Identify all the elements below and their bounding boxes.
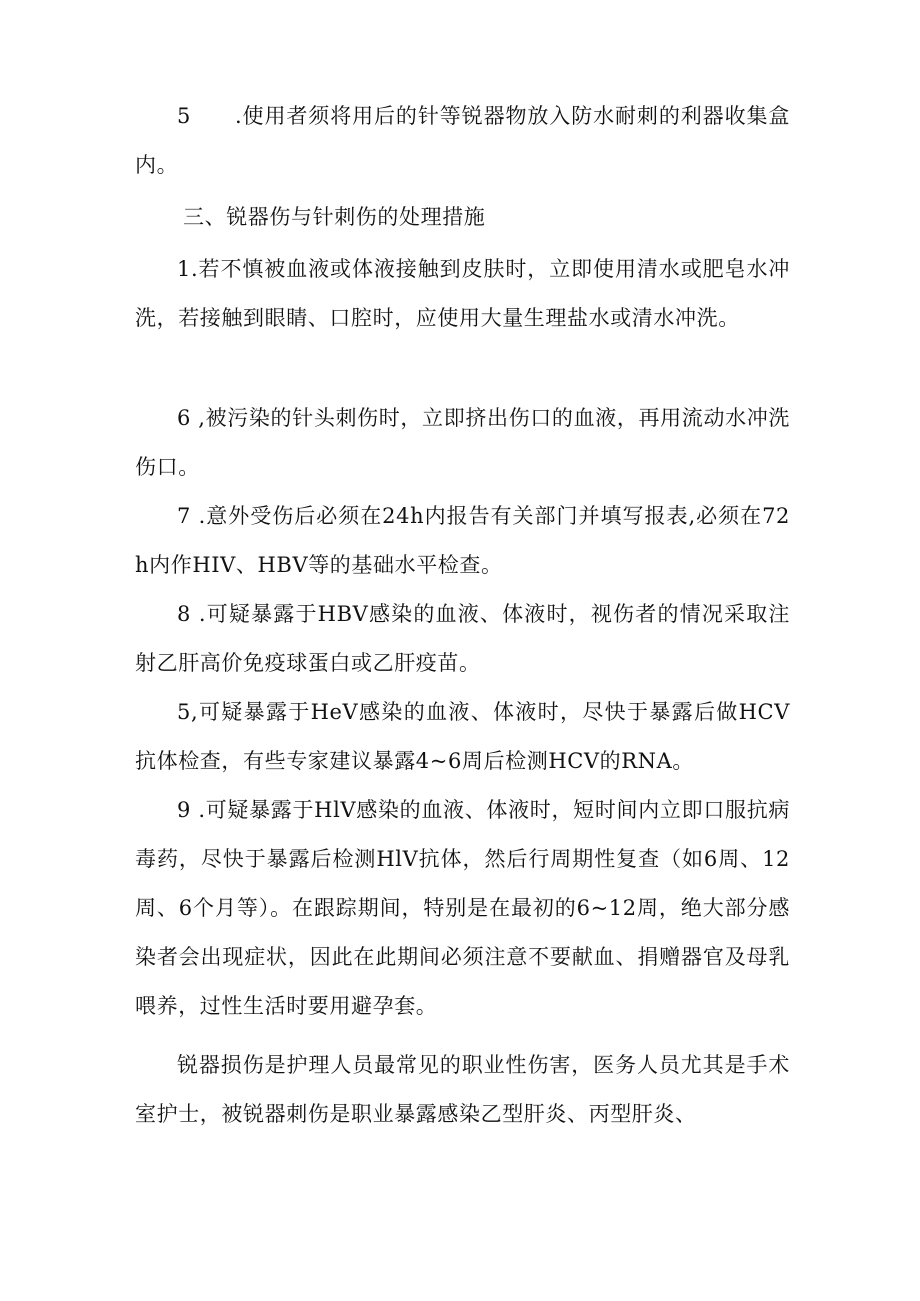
paragraph-hbv: 8 .可疑暴露于HBV感染的血液、体液时，视伤者的情况采取注射乙肝高价免疫球蛋白或乙肝疫苗。 [135, 602, 790, 675]
paragraph-hiv: 9 .可疑暴露于HlV感染的血液、体液时，短时间内立即口服抗病毒药，尽快于暴露后检测HlV抗体，然后行周期性复查（如6周、12周、6个月等）。在跟踪期间，特别是在最初的6~12周，绝大部分感染者会出现症状，因此在此期间必须注意不要献血、捐赠器官及母乳喂养，过性生活时要用避孕套。 [135, 798, 790, 1018]
paragraph-needle-stick: 6 ,被污染的针头刺伤时，立即挤出伤口的血液，再用流动水冲洗伤口。 [135, 406, 790, 479]
paragraph-item-5 [135, 92, 790, 190]
section-heading: 三、锐器伤与针刺伤的处理措施 [183, 205, 486, 229]
paragraph-skin-contact: 1.若不慎被血液或体液接触到皮肤时，立即使用清水或肥皂水冲洗，若接触到眼睛、口腔时，应使用大量生理盐水或清水冲洗。 [135, 257, 790, 330]
paragraph-hcv: 5,可疑暴露于HeV感染的血液、体液时，尽快于暴露后做HCV抗体检查，有些专家建议暴露4~6周后检测HCV的RNA。 [135, 700, 790, 773]
item-number: 5 [177, 104, 191, 128]
paragraph-report: 7 .意外受伤后必须在24h内报告有关部门并填写报表,必须在72h内作HIV、HBV等的基础水平检查。 [135, 504, 790, 577]
item-text: .使用者须将用后的针等锐器物放入防水耐刺的利器收集盒内。 [135, 104, 790, 177]
paragraph-sharps-injury: 锐器损伤是护理人员最常见的职业性伤害，医务人员尤其是手术室护士，被锐器刺伤是职业暴露感染乙型肝炎、丙型肝炎、 [135, 1053, 790, 1126]
